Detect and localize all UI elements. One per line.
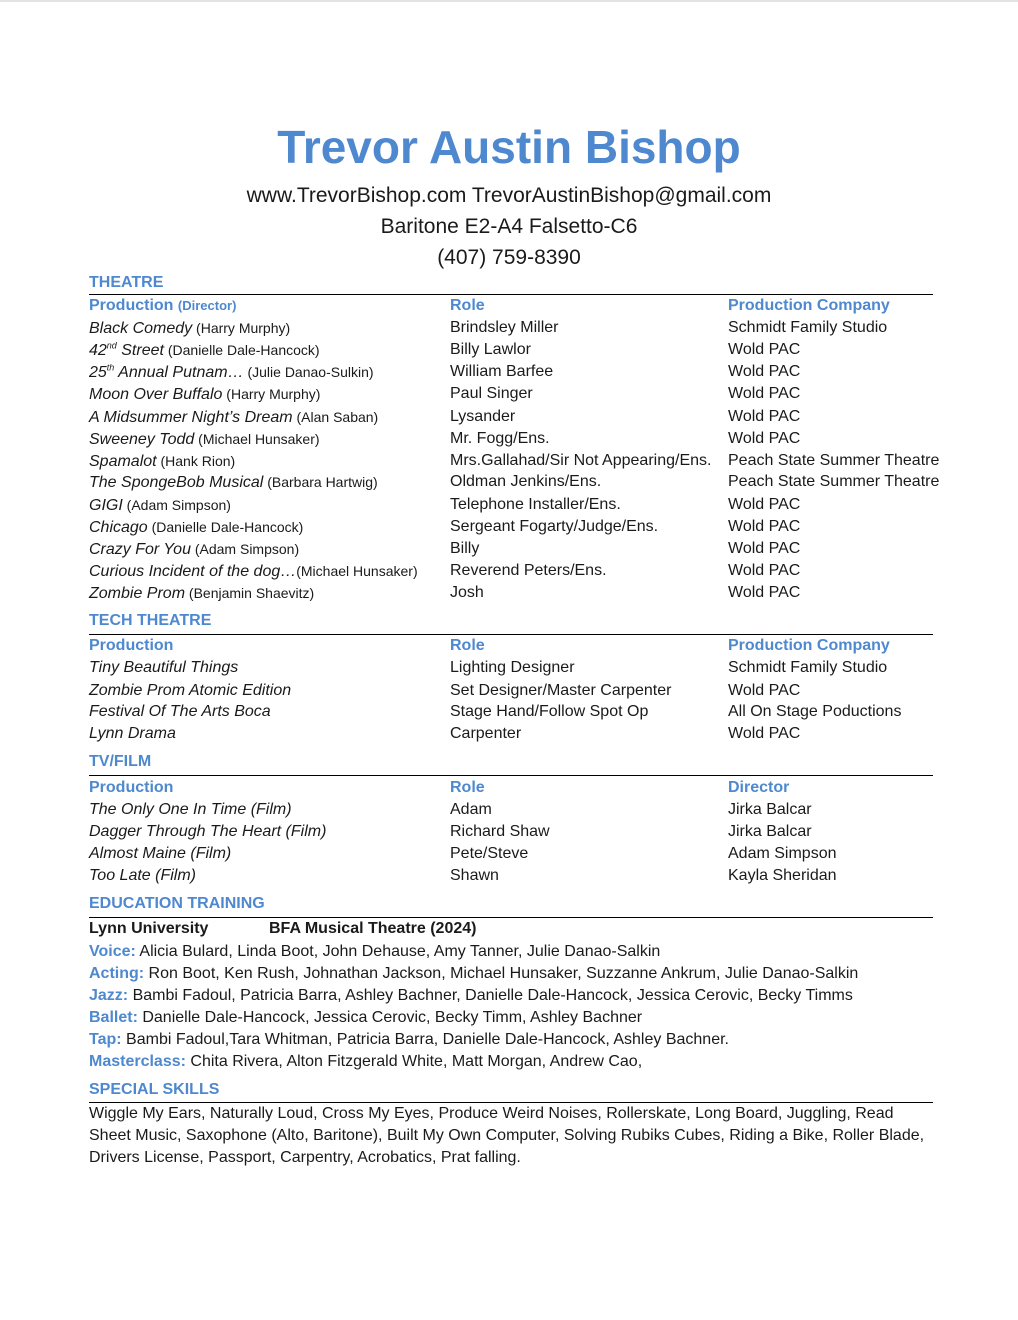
training-line <box>89 1029 729 1051</box>
tech-production: Tiny Beautiful Things <box>89 659 239 676</box>
training-category: Jazz: <box>89 987 129 1004</box>
director-name: (Harry Murphy) <box>192 320 291 336</box>
voice-range: Baritone E2-A4 Falsetto-C6 <box>380 215 638 238</box>
tech-row <box>89 723 969 745</box>
theatre-col-role: Role <box>450 297 485 314</box>
tech-row <box>89 657 969 679</box>
theatre-row <box>89 339 969 361</box>
show-title: Crazy For You <box>89 541 191 558</box>
tech-row <box>89 701 969 723</box>
tech-role: Lighting Designer <box>450 659 575 676</box>
film-director: Jirka Balcar <box>728 823 812 840</box>
film-divider <box>89 775 933 776</box>
production-company: Wold PAC <box>728 430 801 447</box>
film-role: Shawn <box>450 867 499 884</box>
tech-col-role: Role <box>450 637 485 654</box>
director-name: (Michael Hunsaker) <box>194 431 320 447</box>
theatre-row <box>89 383 969 405</box>
training-teachers: Danielle Dale-Hancock, Jessica Cerovic, Becky Timm, Ashley Bachner <box>137 1009 643 1026</box>
tech-header-row <box>89 635 969 657</box>
film-col-role: Role <box>450 779 485 796</box>
production-company: Wold PAC <box>728 496 801 513</box>
show-title: Moon Over Buffalo <box>89 386 223 403</box>
director-name: (Danielle Dale-Hancock) <box>147 519 304 535</box>
theatre-row <box>89 450 969 472</box>
role: Oldman Jenkins/Ens. <box>450 473 602 490</box>
theatre-row <box>89 361 969 383</box>
training-category: Acting: <box>89 965 145 982</box>
training-category: Ballet: <box>89 1009 138 1026</box>
show-title: A Midsummer Night’s Dream <box>89 409 293 426</box>
tech-title: TECH THEATRE <box>89 612 212 629</box>
theatre-row <box>89 516 969 538</box>
role: Telephone Installer/Ens. <box>450 496 621 513</box>
role: Lysander <box>450 408 516 425</box>
training-teachers: Ron Boot, Ken Rush, Johnathan Jackson, Michael Hunsaker, Suzzanne Ankrum, Julie Danao-Salkin <box>144 965 859 982</box>
film-role: Richard Shaw <box>450 823 550 840</box>
skills-title: SPECIAL SKILLS <box>89 1081 220 1098</box>
production-company: Wold PAC <box>728 540 801 557</box>
training-line <box>89 1007 642 1029</box>
film-row <box>89 799 969 821</box>
training-category: Voice: <box>89 943 136 960</box>
tech-production: Festival Of The Arts Boca <box>89 703 271 720</box>
production-company: Schmidt Family Studio <box>728 319 888 336</box>
theatre-row <box>89 406 969 428</box>
training-category: Masterclass: <box>89 1053 186 1070</box>
theatre-production <box>89 406 378 429</box>
role: Billy Lawlor <box>450 341 531 358</box>
production-company: Wold PAC <box>728 562 801 579</box>
role: Reverend Peters/Ens. <box>450 562 607 579</box>
education-section-title <box>89 894 933 914</box>
director-name: (Barbara Hartwig) <box>263 474 378 490</box>
tech-row <box>89 680 969 702</box>
role: William Barfee <box>450 363 554 380</box>
show-title: GIGI <box>89 497 123 514</box>
tech-company: Wold PAC <box>728 682 801 699</box>
film-header-row <box>89 777 969 799</box>
training-teachers: Alicia Bulard, Linda Boot, John Dehause, Amy Tanner, Julie Danao-Salkin <box>135 943 661 960</box>
tech-production: Lynn Drama <box>89 725 176 742</box>
theatre-row <box>89 538 969 560</box>
film-row <box>89 843 969 865</box>
theatre-production <box>89 471 378 494</box>
show-title: Zombie Prom <box>89 585 186 602</box>
director-name: (Julie Danao-Sulkin) <box>243 364 374 380</box>
film-production: Almost Maine (Film) <box>89 845 232 862</box>
tech-company: Schmidt Family Studio <box>728 659 888 676</box>
tech-col-company: Production Company <box>728 637 890 654</box>
training-teachers: Bambi Fadoul,Tara Whitman, Patricia Barra, Danielle Dale-Hancock, Ashley Bachner. <box>121 1031 729 1048</box>
special-skills-text: Wiggle My Ears, Naturally Loud, Cross My Eyes, Produce Weird Noises, Rollerskate, Long Board, Juggling, Read Sheet Music, Saxophone (Alto, Baritone), Built My Own Computer, Solving Rubiks Cubes, Riding a Bike, Roller Blade, Drivers License, Passport, Carpentry, Acrobatics, Prat falling. <box>89 1105 925 1166</box>
training-line <box>89 963 858 985</box>
tech-col-production: Production <box>89 637 174 654</box>
director-name: (Benjamin Shaevitz) <box>185 585 315 601</box>
film-director: Jirka Balcar <box>728 801 812 818</box>
production-company: Wold PAC <box>728 363 801 380</box>
skills-section-title <box>89 1080 933 1100</box>
film-director: Adam Simpson <box>728 845 837 862</box>
show-title: Sweeney Todd <box>89 431 195 448</box>
theatre-col-company: Production Company <box>728 297 890 314</box>
show-title: Spamalot <box>89 453 157 470</box>
role: Mrs.Gallahad/Sir Not Appearing/Ens. <box>450 452 712 469</box>
tech-company: Wold PAC <box>728 725 801 742</box>
theatre-row <box>89 471 969 493</box>
theatre-production <box>89 450 235 473</box>
ordinal-suffix: th <box>106 362 115 373</box>
film-row <box>89 821 969 843</box>
education-divider <box>89 917 933 918</box>
film-section-title <box>89 752 933 772</box>
theatre-production <box>89 383 320 406</box>
contact-line: www.TrevorBishop.com TrevorAustinBishop@gmail.com <box>246 184 772 207</box>
show-title: Black Comedy <box>89 320 193 337</box>
phone-number: (407) 759-8390 <box>437 246 581 269</box>
film-role: Adam <box>450 801 492 818</box>
education-title: EDUCATION TRAINING <box>89 895 265 912</box>
theatre-row <box>89 428 969 450</box>
theatre-production <box>89 560 418 583</box>
film-role: Pete/Steve <box>450 845 529 862</box>
education-school-row <box>89 918 477 940</box>
theatre-production <box>89 516 303 539</box>
film-director: Kayla Sheridan <box>728 867 837 884</box>
theatre-production <box>89 582 314 605</box>
production-company: Peach State Summer Theatre <box>728 452 940 469</box>
school-name: Lynn University <box>89 920 209 937</box>
film-col-director: Director <box>728 779 790 796</box>
director-name: (Adam Simpson) <box>190 541 300 557</box>
production-company: Peach State Summer Theatre <box>728 473 940 490</box>
theatre-row <box>89 582 969 604</box>
role: Paul Singer <box>450 385 533 402</box>
theatre-production <box>89 494 231 517</box>
show-title: The SpongeBob Musical <box>89 474 264 491</box>
director-name: (Adam Simpson) <box>122 497 231 513</box>
film-col-production: Production <box>89 779 174 796</box>
theatre-production <box>89 339 320 362</box>
show-title: Curious Incident of the dog… <box>89 563 297 580</box>
role: Sergeant Fogarty/Judge/Ens. <box>450 518 659 535</box>
production-company: Wold PAC <box>728 385 801 402</box>
film-title: TV/FILM <box>89 753 152 770</box>
theatre-production <box>89 317 290 340</box>
show-title: 42nd Street <box>89 340 164 359</box>
theatre-production <box>89 428 320 451</box>
theatre-row <box>89 494 969 516</box>
production-company: Wold PAC <box>728 584 801 601</box>
theatre-row <box>89 317 969 339</box>
show-title: 25th Annual Putnam… <box>89 362 244 381</box>
training-teachers: Chita Rivera, Alton Fitzgerald White, Matt Morgan, Andrew Cao, <box>185 1053 643 1070</box>
director-name: (Alan Saban) <box>292 409 379 425</box>
role: Billy <box>450 540 480 557</box>
training-line <box>89 985 853 1007</box>
training-line <box>89 1051 642 1073</box>
film-production: Too Late (Film) <box>89 867 196 884</box>
role: Josh <box>450 584 484 601</box>
film-production: Dagger Through The Heart (Film) <box>89 823 327 840</box>
tech-role: Set Designer/Master Carpenter <box>450 682 672 699</box>
tech-role: Stage Hand/Follow Spot Op <box>450 703 649 720</box>
theatre-title: THEATRE <box>89 274 164 291</box>
actor-name: Trevor Austin Bishop <box>277 121 741 173</box>
role: Mr. Fogg/Ens. <box>450 430 550 447</box>
film-production: The Only One In Time (Film) <box>89 801 292 818</box>
theatre-section-title <box>89 273 933 293</box>
ordinal-suffix: nd <box>106 340 117 351</box>
role: Brindsley Miller <box>450 319 559 336</box>
production-company: Wold PAC <box>728 518 801 535</box>
tech-section-title <box>89 611 933 631</box>
director-name: (Danielle Dale-Hancock) <box>163 342 320 358</box>
theatre-col-production: Production (Director) <box>89 297 237 314</box>
show-title: Chicago <box>89 519 148 536</box>
director-name: (Michael Hunsaker) <box>296 563 418 579</box>
theatre-production <box>89 361 374 384</box>
tech-production: Zombie Prom Atomic Edition <box>89 682 292 699</box>
theatre-header-row <box>89 295 969 317</box>
theatre-row <box>89 560 969 582</box>
degree: BFA Musical Theatre (2024) <box>269 920 477 937</box>
film-row <box>89 865 969 887</box>
theatre-production <box>89 538 299 561</box>
director-name: (Harry Murphy) <box>222 386 321 402</box>
training-line <box>89 941 660 963</box>
training-teachers: Bambi Fadoul, Patricia Barra, Ashley Bachner, Danielle Dale-Hancock, Jessica Cerovic, Becky Timms <box>128 987 853 1004</box>
page-top-border <box>0 0 1018 2</box>
training-category: Tap: <box>89 1031 122 1048</box>
tech-company: All On Stage Poductions <box>728 703 902 720</box>
production-company: Wold PAC <box>728 408 801 425</box>
director-name: (Hank Rion) <box>156 453 236 469</box>
production-company: Wold PAC <box>728 341 801 358</box>
tech-role: Carpenter <box>450 725 522 742</box>
